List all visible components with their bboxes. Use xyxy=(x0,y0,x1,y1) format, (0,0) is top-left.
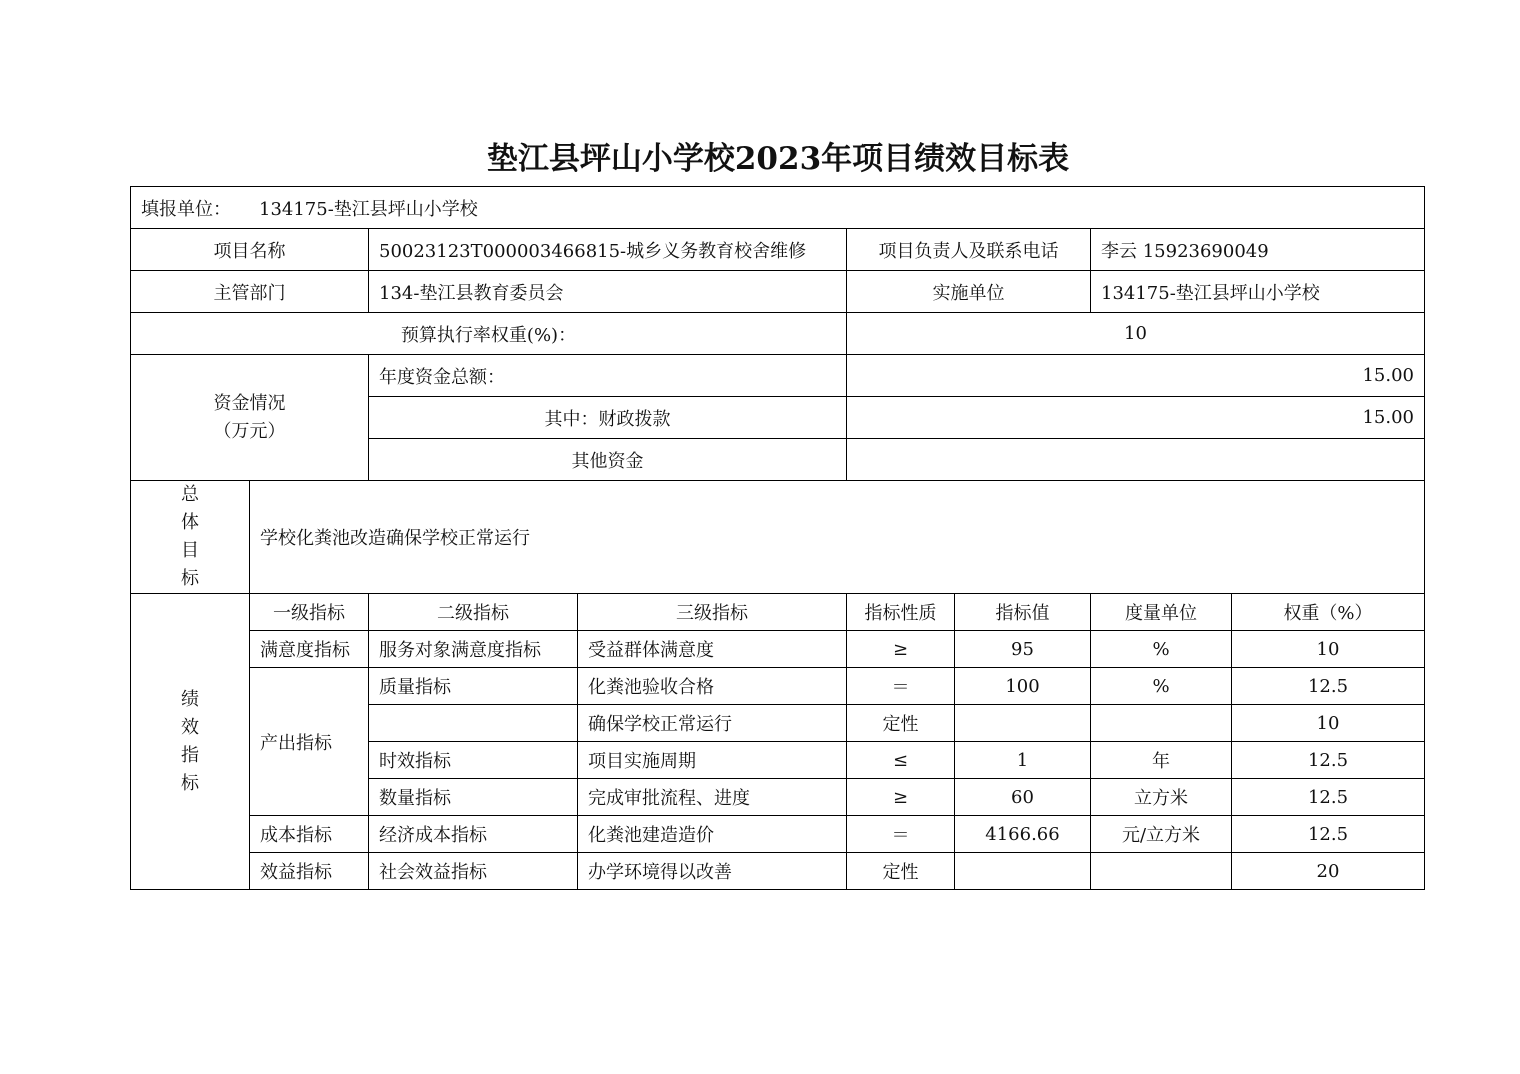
header-l2: 二级指标 xyxy=(369,594,578,631)
impl-unit-label: 实施单位 xyxy=(847,271,1091,313)
value-cell xyxy=(955,705,1091,742)
unit-cell: 立方米 xyxy=(1091,779,1232,816)
l3-cell: 完成审批流程、进度 xyxy=(578,779,847,816)
value-cell: 100 xyxy=(955,668,1091,705)
table-row xyxy=(131,631,1425,668)
funds-total-value: 15.00 xyxy=(847,355,1425,397)
header-value: 指标值 xyxy=(955,594,1091,631)
funds-fiscal-value: 15.00 xyxy=(847,397,1425,439)
nature-cell: ≤ xyxy=(847,742,955,779)
goal-row xyxy=(131,481,1425,594)
l3-cell: 项目实施周期 xyxy=(578,742,847,779)
weight-cell: 12.5 xyxy=(1232,668,1425,705)
l2-cell xyxy=(369,705,578,742)
goal-label xyxy=(131,481,250,594)
l2-cell: 质量指标 xyxy=(369,668,578,705)
impl-unit-value: 134175-垫江县坪山小学校 xyxy=(1091,271,1425,313)
header-l1: 一级指标 xyxy=(250,594,369,631)
l2-cell: 时效指标 xyxy=(369,742,578,779)
goal-value: 学校化粪池改造确保学校正常运行 xyxy=(250,481,1425,594)
l3-cell: 确保学校正常运行 xyxy=(578,705,847,742)
table-row xyxy=(131,668,1425,705)
dept-row xyxy=(131,271,1425,313)
goal-label-char: 目 xyxy=(181,540,199,561)
budget-rate-value: 10 xyxy=(847,313,1425,355)
unit-cell xyxy=(1091,705,1232,742)
table-row xyxy=(131,853,1425,890)
nature-cell: 定性 xyxy=(847,853,955,890)
l2-cell: 经济成本指标 xyxy=(369,816,578,853)
l1-cell: 满意度指标 xyxy=(250,631,369,668)
indicator-label xyxy=(131,594,250,890)
l3-cell: 化粪池建造造价 xyxy=(578,816,847,853)
contact-label: 项目负责人及联系电话 xyxy=(847,229,1091,271)
nature-cell: ＝ xyxy=(847,816,955,853)
table-row xyxy=(131,816,1425,853)
page-title: 垫江县坪山小学校2023年项目绩效目标表 xyxy=(486,141,1070,177)
indicator-label-char: 效 xyxy=(181,716,199,738)
goal-label-char: 总 xyxy=(181,484,199,505)
unit-cell: % xyxy=(1091,668,1232,705)
header-l3: 三级指标 xyxy=(578,594,847,631)
fill-unit-row xyxy=(131,187,1425,229)
weight-cell: 12.5 xyxy=(1232,816,1425,853)
project-name-row xyxy=(131,229,1425,271)
contact-value: 李云 15923690049 xyxy=(1091,229,1425,271)
nature-cell: ＝ xyxy=(847,668,955,705)
l1-cell: 产出指标 xyxy=(250,668,369,816)
value-cell: 60 xyxy=(955,779,1091,816)
indicator-label-char: 绩 xyxy=(181,688,199,710)
funds-label-line2: （万元） xyxy=(213,420,286,442)
unit-cell xyxy=(1091,853,1232,890)
weight-cell: 10 xyxy=(1232,631,1425,668)
weight-cell: 10 xyxy=(1232,705,1425,742)
budget-rate-row xyxy=(131,313,1425,355)
funds-label xyxy=(131,355,369,481)
performance-table xyxy=(130,186,1425,890)
funds-total-label: 年度资金总额： xyxy=(369,355,847,397)
project-name-label: 项目名称 xyxy=(131,229,369,271)
l2-cell: 社会效益指标 xyxy=(369,853,578,890)
project-name-value: 50023123T000003466815-城乡义务教育校舍维修 xyxy=(369,229,847,271)
goal-label-char: 体 xyxy=(181,512,199,533)
weight-cell: 12.5 xyxy=(1232,779,1425,816)
l2-cell: 服务对象满意度指标 xyxy=(369,631,578,668)
dept-value: 134-垫江县教育委员会 xyxy=(369,271,847,313)
indicator-header-row xyxy=(131,594,1425,631)
dept-label: 主管部门 xyxy=(131,271,369,313)
header-nature: 指标性质 xyxy=(847,594,955,631)
l2-cell: 数量指标 xyxy=(369,779,578,816)
value-cell: 4166.66 xyxy=(955,816,1091,853)
l3-cell: 受益群体满意度 xyxy=(578,631,847,668)
unit-cell: 元/立方米 xyxy=(1091,816,1232,853)
funds-fiscal-label: 其中：财政拨款 xyxy=(369,397,847,439)
funds-label-line1: 资金情况 xyxy=(213,392,286,414)
value-cell: 95 xyxy=(955,631,1091,668)
goal-label-char: 标 xyxy=(181,568,199,589)
indicator-label-char: 指 xyxy=(181,744,199,766)
fill-unit-value: 134175-垫江县坪山小学校 xyxy=(259,198,478,220)
budget-rate-label: 预算执行率权重(%)： xyxy=(131,313,847,355)
fill-unit-label: 填报单位： xyxy=(141,198,231,220)
weight-cell: 20 xyxy=(1232,853,1425,890)
fill-unit-cell xyxy=(131,187,1425,229)
l1-cell: 效益指标 xyxy=(250,853,369,890)
nature-cell: 定性 xyxy=(847,705,955,742)
funds-total-row xyxy=(131,355,1425,397)
nature-cell: ≥ xyxy=(847,779,955,816)
unit-cell: 年 xyxy=(1091,742,1232,779)
l3-cell: 化粪池验收合格 xyxy=(578,668,847,705)
value-cell: 1 xyxy=(955,742,1091,779)
l3-cell: 办学环境得以改善 xyxy=(578,853,847,890)
header-weight: 权重（%） xyxy=(1232,594,1425,631)
funds-other-value xyxy=(847,439,1425,481)
value-cell xyxy=(955,853,1091,890)
nature-cell: ≥ xyxy=(847,631,955,668)
unit-cell: % xyxy=(1091,631,1232,668)
funds-other-label: 其他资金 xyxy=(369,439,847,481)
indicator-label-char: 标 xyxy=(181,772,199,794)
l1-cell: 成本指标 xyxy=(250,816,369,853)
header-unit: 度量单位 xyxy=(1091,594,1232,631)
weight-cell: 12.5 xyxy=(1232,742,1425,779)
